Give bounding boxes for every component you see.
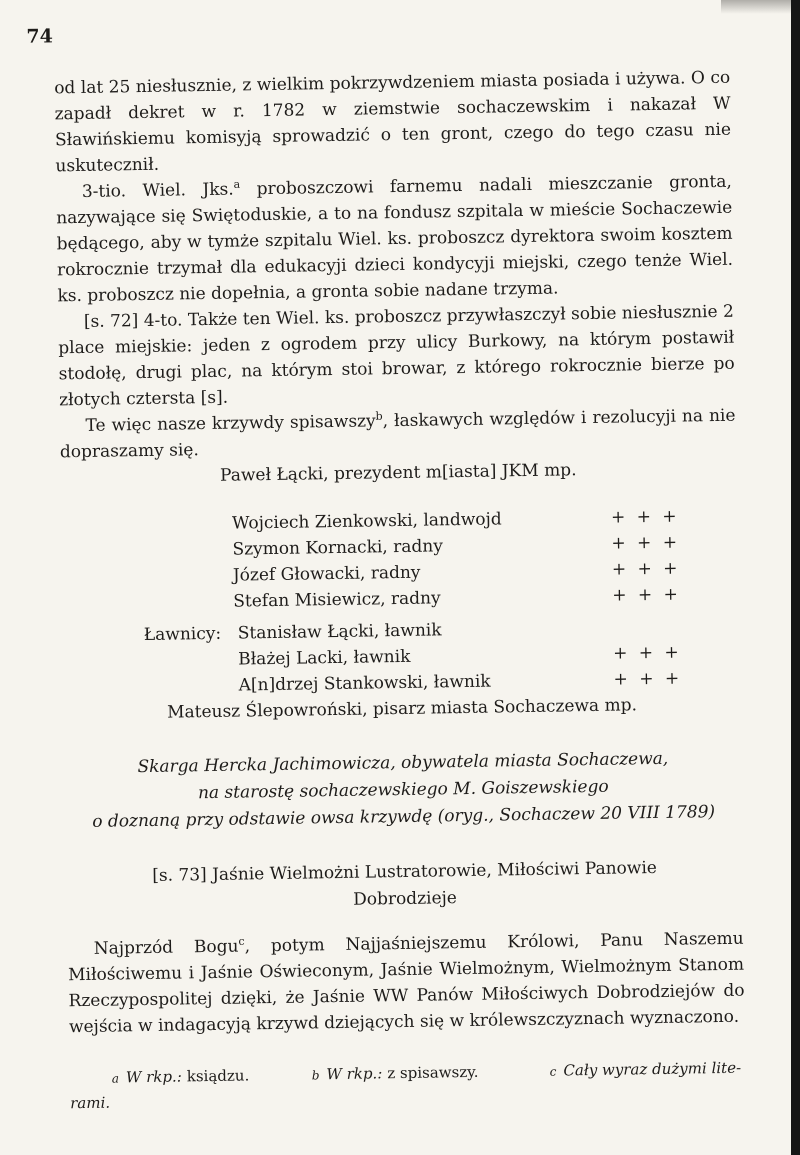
lawnicy-label-spacer bbox=[144, 647, 238, 674]
salutation bbox=[66, 854, 743, 919]
footnotes bbox=[70, 1056, 747, 1116]
witness-name: Józef Głowacki, radny bbox=[232, 562, 421, 586]
body-paragraph-3: [s. 72] 4-to. Także ten Wiel. ks. proboszcz przywłaszczył sobie niesłusznie 2 place miejskie: jeden z ogrodem przy ulicy Burkowy, na którym postawił stodołę, drugi plac, na którym stoi browar, z którego rokrocznie bierze po złotych cztersta [s]. bbox=[58, 301, 735, 411]
scan-edge-strip bbox=[791, 0, 800, 1155]
complaint-heading-line-1: Skarga Hercka Jachimowicza, obywatela miasta Sochaczewa, bbox=[137, 748, 669, 778]
paragraph-text: 3-tio. Wiel. Jks. bbox=[81, 179, 234, 202]
salutation-line-1: [s. 73] Jaśnie Wielmożni Lustratorowie, Miłościwi Panowie bbox=[152, 858, 658, 886]
footnote-b-marker: b bbox=[311, 1068, 320, 1083]
witness-cross-marks: + + + bbox=[613, 668, 683, 690]
body-paragraph-2 bbox=[56, 169, 734, 310]
footnotes-line-2: rami. bbox=[70, 1093, 111, 1113]
footnote-a-text: ksiądzu. bbox=[186, 1066, 250, 1086]
witness-signatures bbox=[61, 503, 739, 618]
witness-name: Szymon Kornacki, radny bbox=[232, 536, 444, 560]
witness-cross-marks: + + + bbox=[611, 532, 681, 554]
lawnik-name: Stanisław Łącki, ławnik bbox=[237, 620, 442, 644]
page-text-block bbox=[54, 65, 746, 1115]
page-number: 74 bbox=[26, 25, 54, 48]
lawnicy-label: Ławnicy: bbox=[143, 623, 222, 646]
witness-cross-marks: + + + bbox=[611, 558, 681, 580]
witness-cross-marks: + + + bbox=[613, 642, 682, 664]
paragraph-text: proboszczowi farnemu nadali mieszczanie gronta, nazywające się Swiętoduskie, a to na fondusz szpitala w mieście Sochaczewie będącego, aby w tymże szpitalu Wiel. ks. proboszcz dyrektora swoim kosztem rokrocznie trzymał dla edukacyji dzieci kondycyji miejski, czego tenże Wiel. ks. proboszcz nie dopełnia, a gronta sobie nadane trzyma. bbox=[56, 171, 734, 307]
lawnicy-signatures bbox=[63, 613, 740, 702]
witness-name: Stefan Misiewicz, radny bbox=[233, 588, 441, 612]
footnote-ref-b: b bbox=[375, 409, 383, 423]
lawnik-name: A[n]drzej Stankowski, ławnik bbox=[238, 671, 491, 696]
scan-corner-shadow bbox=[721, 0, 791, 14]
lawnik-name: Błażej Lacki, ławnik bbox=[238, 646, 411, 670]
scribe-signature: Mateusz Ślepowroński, pisarz miasta Sochaczewa mp. bbox=[166, 695, 638, 723]
footnote-ref-a: a bbox=[233, 177, 241, 191]
paragraph-text: Najprzód Bogu bbox=[93, 936, 239, 959]
witness-name: Wojciech Zienkowski, landwojd bbox=[231, 509, 502, 534]
president-signature: Paweł Łącki, prezydent m[iasta] JKM mp. bbox=[219, 460, 577, 486]
lawnicy-label-spacer bbox=[144, 673, 238, 700]
complaint-heading bbox=[65, 745, 742, 837]
footnote-b bbox=[312, 1059, 550, 1088]
second-document-body bbox=[68, 926, 746, 1041]
body-paragraph-1: od lat 25 niesłusznie, z wielkim pokrzywdzeniem miasta posiada i używa. O co zapadł dekret w r. 1782 w ziemstwie sochaczewskim i nakazał W Sławińskiemu komisyją sprowadzić o ten gront, czego do tego czasu nie uskutecznił. bbox=[54, 67, 732, 177]
footnote-a-source: W rkp.: bbox=[125, 1067, 182, 1087]
paragraph-text: , łaskawych względów i rezolucyji na nie dopraszamy się. bbox=[59, 405, 736, 463]
footnote-ref-c: c bbox=[238, 934, 245, 948]
witness-cross-marks: + + + bbox=[610, 506, 680, 528]
footnote-b-text: z spisawszy. bbox=[387, 1062, 479, 1083]
complaint-heading-line-3: o doznaną przy odstawie owsa krzywdę (oryg., Sochaczew 20 VIII 1789) bbox=[92, 802, 716, 832]
footnote-c-marker: c bbox=[549, 1064, 557, 1079]
footnote-c bbox=[550, 1056, 746, 1084]
witness-cross-marks: + + + bbox=[612, 584, 681, 606]
complaint-heading-line-2: na starostę sochaczewskiego M. Goiszewskiego bbox=[197, 776, 609, 804]
footnote-c-text: Cały wyraz dużymi lite- bbox=[563, 1058, 742, 1080]
paragraph-text: , potym Najjaśniejszemu Królowi, Panu Naszemu Miłościwemu i Jaśnie Oświeconym, Jaśnie Wielmożnym, Wielmożnym Stanom Rzeczypospolitej dzięki, że Jaśnie WW Panów Miłościwych Dobrodziejów do wejścia w indagacyją krzywd dziejących się w królewszczyznach wyznaczono. bbox=[68, 928, 745, 1038]
salutation-line-2: Dobrodzieje bbox=[352, 888, 458, 910]
footnote-a bbox=[112, 1062, 312, 1090]
footnote-b-source: W rkp.: bbox=[326, 1064, 383, 1084]
paragraph-text: Te więc nasze krzywdy spisawszy bbox=[85, 411, 376, 436]
body2-paragraph-1 bbox=[68, 926, 746, 1041]
footnote-a-marker: a bbox=[111, 1071, 120, 1086]
